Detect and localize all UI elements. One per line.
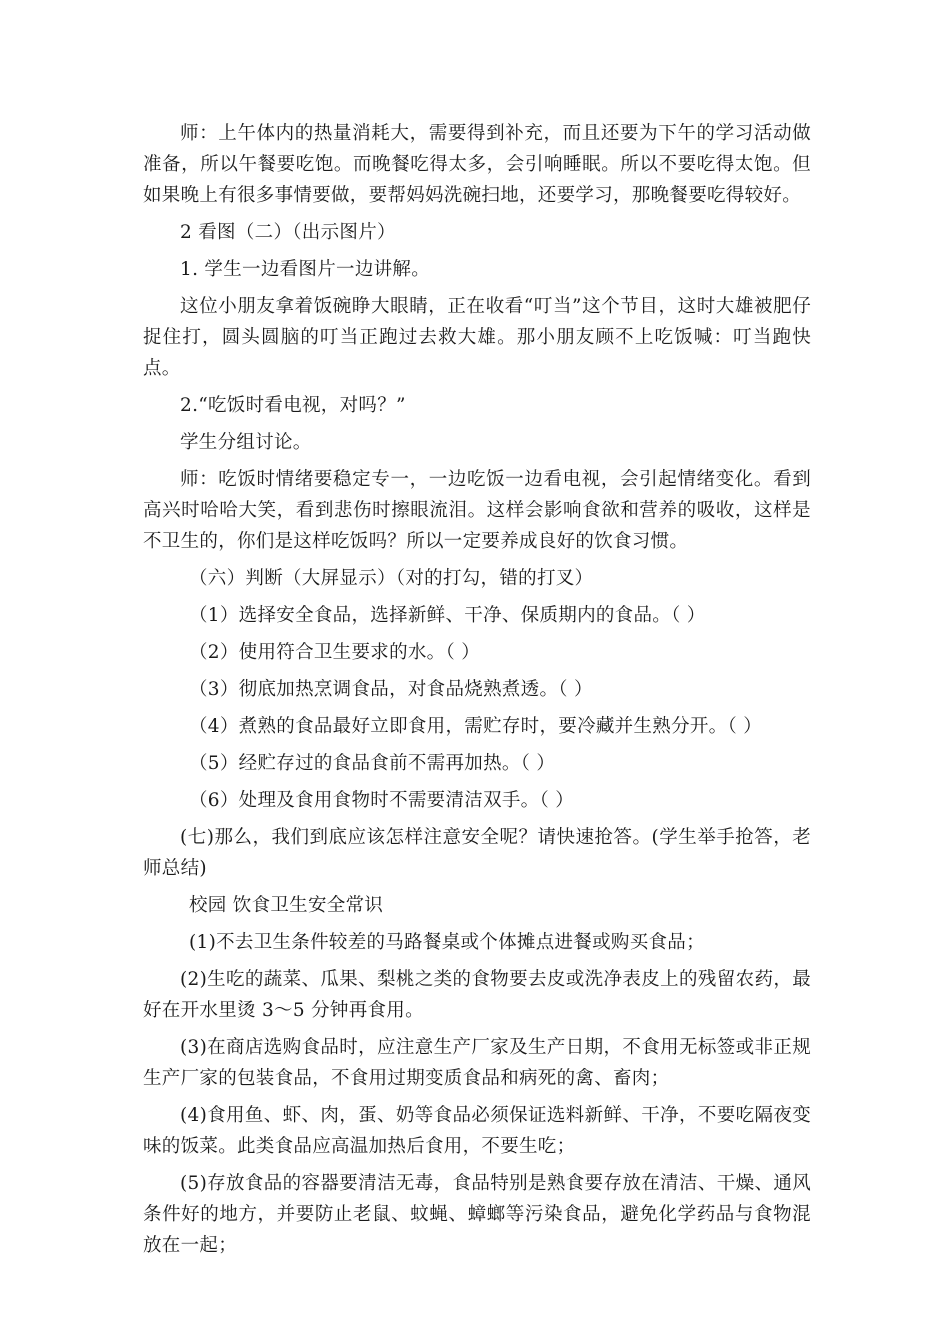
safety-tip-1: (1)不去卫生条件较差的马路餐桌或个体摊点进餐或购买食品； <box>189 932 705 953</box>
safety-tip-2: (2)生吃的蔬菜、瓜果、梨桃之类的食物要去皮或洗净表皮上的残留农药，最好在开水里烫 3～5 分钟再食用。 <box>143 969 811 1021</box>
judgement-item-4: （4）煮熟的食品最好立即食用，需贮存时，要冷藏并生熟分开。（ ） <box>189 716 763 737</box>
step-students-explain: 1. 学生一边看图片一边讲解。 <box>180 259 431 280</box>
judgement-item-1: （1）选择安全食品，选择新鲜、干净、保质期内的食品。（ ） <box>189 605 706 626</box>
safety-tip-4: (4)食用鱼、虾、肉，蛋、奶等食品必须保证选料新鲜、干净，不要吃隔夜变味的饭菜。此类食品应高温加热后食用，不要生吃； <box>143 1105 811 1157</box>
campus-food-safety-heading: 校园 饮食卫生安全常识 <box>189 895 384 916</box>
question-tv-while-eating: 2.“吃饭时看电视，对吗？” <box>180 395 406 416</box>
teacher-emotion-paragraph: 师：吃饭时情绪要稳定专一，一边吃饭一边看电视，会引起情绪变化。看到高兴时哈哈大笑，看到悲伤时擦眼流泪。这样会影响食欲和营养的吸收，这样是不卫生的，你们是这样吃饭吗？所以一定要养成良好的饮食习惯。 <box>143 469 811 552</box>
safety-tip-5: (5)存放食品的容器要清洁无毒，食品特别是熟食要存放在清洁、干燥、通风条件好的地方，并要防止老鼠、蚊蝇、蟑螂等污染食品，避免化学药品与食物混放在一起； <box>143 1173 811 1256</box>
judgement-item-2: （2）使用符合卫生要求的水。（ ） <box>189 642 481 663</box>
judgement-item-6: （6）处理及食用食物时不需要清洁双手。（ ） <box>189 790 575 811</box>
document-page <box>143 118 811 1261</box>
picture-description-paragraph: 这位小朋友拿着饭碗睁大眼睛，正在收看“叮当”这个节目，这时大雄被肥仔捉住打，圆头圆脑的叮当正跑过去救大雄。那小朋友顾不上吃饭喊：叮当跑快点。 <box>143 296 811 379</box>
section-judgement-heading: （六）判断（大屏显示）（对的打勾，错的打叉） <box>189 568 594 589</box>
teacher-lunch-paragraph: 师：上午体内的热量消耗大，需要得到补充，而且还要为下午的学习活动做准备，所以午餐要吃饱。而晚餐吃得太多，会引响睡眠。所以不要吃得太饱。但如果晚上有很多事情要做，要帮妈妈洗碗扫地，还要学习，那晚餐要吃得较好。 <box>143 123 811 206</box>
section-safety-quick-answer: (七)那么，我们到底应该怎样注意安全呢？请快速抢答。(学生举手抢答，老师总结) <box>143 827 811 879</box>
judgement-item-5: （5）经贮存过的食品食前不需再加热。（ ） <box>189 753 556 774</box>
section-look-picture-two: 2 看图（二）（出示图片） <box>180 222 396 243</box>
group-discussion-line: 学生分组讨论。 <box>180 432 312 453</box>
safety-tip-3: (3)在商店选购食品时，应注意生产厂家及生产日期，不食用无标签或非正规生产厂家的包装食品，不食用过期变质食品和病死的禽、畜肉； <box>143 1037 811 1089</box>
judgement-item-3: （3）彻底加热烹调食品，对食品烧熟煮透。（ ） <box>189 679 593 700</box>
